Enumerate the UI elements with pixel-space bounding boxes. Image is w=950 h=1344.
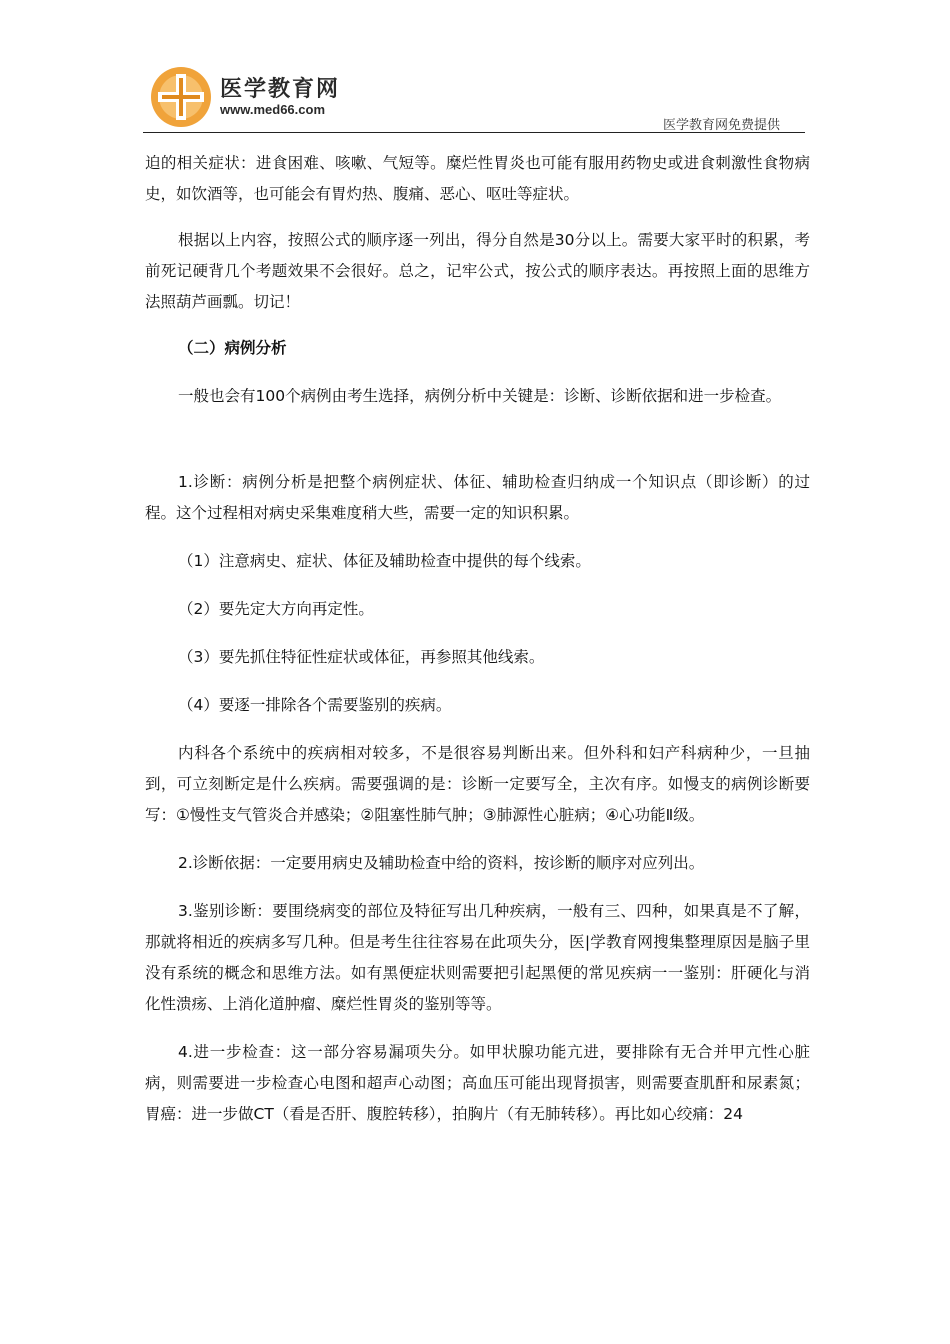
- paragraph-diagnostic-basis: 2.诊断依据：一定要用病史及辅助检查中给的资料，按诊断的顺序对应列出。: [178, 854, 705, 872]
- header-tagline: 医学教育网免费提供: [662, 118, 780, 133]
- paragraph-intro: 一般也会有100个病例由考生选择，病例分析中关键是：诊断、诊断依据和进一步检查。: [178, 387, 782, 405]
- list-item: （2）要先定大方向再定性。: [178, 600, 374, 618]
- logo-site-url: www.med66.com: [220, 102, 325, 117]
- paragraph-differential-diagnosis: 3.鉴别诊断：要围绕病变的部位及特征写出几种疾病，一般有三、四种，如果真是不了解，那就将相近的疾病多写几种。但是考生往往容易在此项失分，医|学教育网搜集整理原因是脑子里没有系统的概念和思维方法。如有黑便症状则需要把引起黑便的常见疾病一一鉴别：肝硬化与消化性溃疡、上消化道肿瘤、糜烂性胃炎的鉴别等等。: [145, 902, 810, 1013]
- header-divider: [143, 132, 805, 133]
- paragraph-continued: 迫的相关症状：进食困难、咳嗽、气短等。糜烂性胃炎也可能有服用药物史或进食刺激性食物病史，如饮酒等，也可能会有胃灼热、腹痛、恶心、呕吐等症状。: [145, 154, 810, 203]
- site-logo[interactable]: [150, 66, 350, 130]
- medical-cross-logo-icon: [150, 66, 212, 128]
- paragraph-internal-medicine: 内科各个系统中的疾病相对较多，不是很容易判断出来。但外科和妇产科病种少，一旦抽到，可立刻断定是什么疾病。需要强调的是：诊断一定要写全，主次有序。如慢支的病例诊断要写：①慢性支气管炎合并感染；②阻塞性肺气肿；③肺源性心脏病；④心功能Ⅱ级。: [145, 744, 810, 824]
- list-item: （1）注意病史、症状、体征及辅助检查中提供的每个线索。: [178, 552, 591, 570]
- paragraph-diagnosis: 1.诊断：病例分析是把整个病例症状、体征、辅助检查归纳成一个知识点（即诊断）的过程。这个过程相对病史采集难度稍大些，需要一定的知识积累。: [145, 473, 810, 522]
- logo-site-name: 医学教育网: [220, 77, 341, 102]
- document-body: [145, 148, 810, 1130]
- page-header: [0, 0, 950, 140]
- paragraph-further-examination: 4.进一步检查：这一部分容易漏项失分。如甲状腺功能亢进，要排除有无合并甲亢性心脏病，则需要进一步检查心电图和超声心动图；高血压可能出现肾损害，则需要查肌酐和尿素氮；胃癌：进一步做CT（看是否肝、腹腔转移），拍胸片（有无肺转移）。再比如心绞痛：24: [145, 1043, 810, 1123]
- list-item: （3）要先抓住特征性症状或体征，再参照其他线索。: [178, 648, 545, 666]
- list-item: （4）要逐一排除各个需要鉴别的疾病。: [178, 696, 452, 714]
- section-heading: （二）病例分析: [178, 339, 287, 357]
- paragraph-summary: 根据以上内容，按照公式的顺序逐一列出，得分自然是30分以上。需要大家平时的积累，考前死记硬背几个考题效果不会很好。总之，记牢公式，按公式的顺序表达。再按照上面的思维方法照葫芦画瓢。切记！: [145, 231, 810, 311]
